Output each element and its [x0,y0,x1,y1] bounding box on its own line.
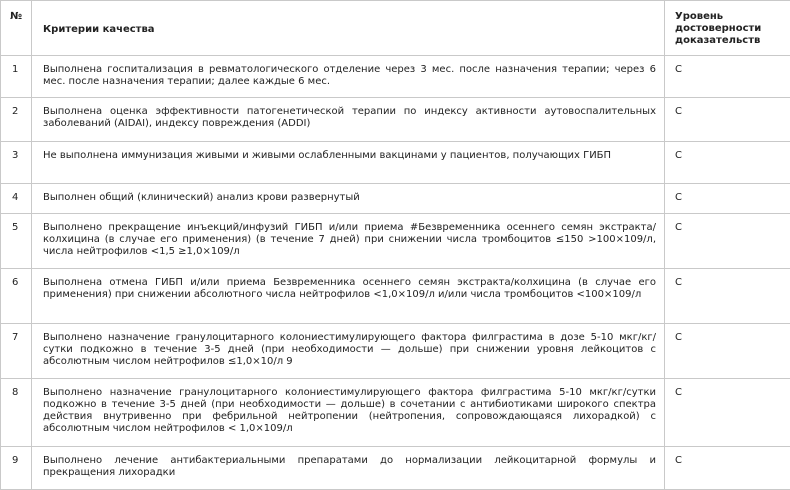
row-criterion: Выполнена госпитализация в ревматологического отделение через 3 мес. после назначения терапии; через 6 мес. после назначения терапии; далее каждые 6 мес. [32,56,665,98]
row-criterion: Выполнено лечение антибактериальными препаратами до нормализации лейкоцитарной формулы и прекращения лихорадки [32,447,665,490]
row-number: 5 [1,214,32,269]
row-criterion: Выполнено назначение гранулоцитарного колониестимулирующего фактора филграстима 5-10 мкг/кг/сутки подкожно в течение 3-5 дней (при необходимости — дольше) в сочетании с антибиотиками широкого спектра действия внутривенно при фебрильной нейтропении (нейтропения, сопровождающаяся лихорадкой) с абсолютным числом нейтрофилов < 1,0×109/л [32,379,665,447]
row-evidence-level: C [665,447,790,490]
row-evidence-level: C [665,56,790,98]
row-criterion: Выполнено прекращение инъекций/инфузий ГИБП и/или приема #Безвременника осеннего семян экстракта/колхицина (в случае его применения) (в течение 7 дней) при снижении числа тромбоцитов ≤150 >100×109/л, числа нейтрофилов <1,5 ≥1,0×109/л [32,214,665,269]
row-evidence-level: C [665,269,790,324]
table-row [1,214,790,269]
row-evidence-level: C [665,214,790,269]
row-number: 1 [1,56,32,98]
row-number: 7 [1,324,32,379]
header-criterion: Критерии качества [32,1,665,56]
row-criterion: Выполнен общий (клинический) анализ крови развернутый [32,184,665,214]
row-number: 6 [1,269,32,324]
table-row [1,98,790,142]
table-row [1,324,790,379]
table-row [1,447,790,490]
row-number: 2 [1,98,32,142]
table-row [1,56,790,98]
header-number: № [1,1,32,56]
row-number: 3 [1,142,32,184]
row-number: 8 [1,379,32,447]
row-evidence-level: C [665,184,790,214]
header-evidence-level: Уровень достоверности доказательств [665,1,790,56]
row-evidence-level: C [665,98,790,142]
row-criterion: Выполнена оценка эффективности патогенетической терапии по индексу активности аутовоспалительных заболеваний (AIDAI), индексу повреждения (ADDI) [32,98,665,142]
header-row [1,1,790,56]
row-evidence-level: C [665,142,790,184]
row-criterion: Выполнена отмена ГИБП и/или приема Безвременника осеннего семян экстракта/колхицина (в случае его применения) при снижении абсолютного числа нейтрофилов <1,0×109/л и/или числа тромбоцитов <100×109/л [32,269,665,324]
row-number: 4 [1,184,32,214]
table-row [1,379,790,447]
row-evidence-level: C [665,324,790,379]
row-criterion: Выполнено назначение гранулоцитарного колониестимулирующего фактора филграстима в дозе 5-10 мкг/кг/сутки подкожно в течение 3-5 дней (при необходимости — дольше) при снижении уровня лейкоцитов с абсолютным числом нейтрофилов ≤1,0×10/л 9 [32,324,665,379]
row-evidence-level: C [665,379,790,447]
row-criterion: Не выполнена иммунизация живыми и живыми ослабленными вакцинами у пациентов, получающих ГИБП [32,142,665,184]
table-row [1,142,790,184]
table-row [1,184,790,214]
table-row [1,269,790,324]
row-number: 9 [1,447,32,490]
